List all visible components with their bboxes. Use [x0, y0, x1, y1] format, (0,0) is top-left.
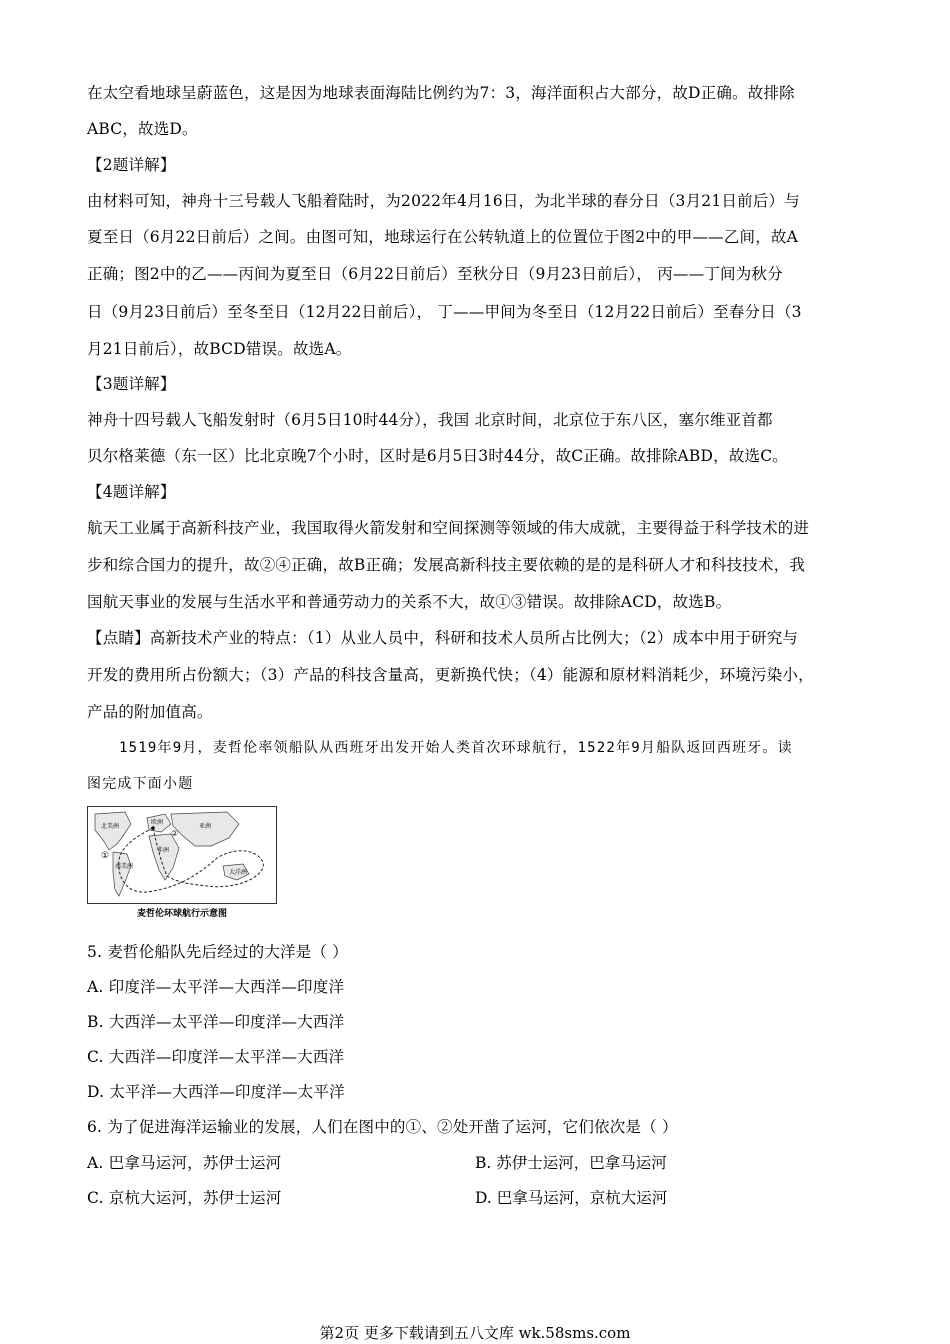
explanation-4-line-3: 国航天事业的发展与生活水平和普通劳动力的关系不大，故①③错误。故排除ACD，故选B。 — [87, 593, 732, 611]
label-south-america: 南美洲 — [115, 863, 134, 870]
explanation-2-line-5: 月21日前后），故BCD错误。故选A。 — [87, 340, 352, 358]
world-map-image — [87, 806, 277, 904]
marker-2: ② — [171, 829, 179, 838]
question-5-option-d: D. 太平洋—大西洋—印度洋—太平洋 — [87, 1083, 345, 1101]
question-6-option-c: C. 京杭大运河，苏伊士运河 — [87, 1189, 282, 1207]
explanation-2-line-3: 正确；图2中的乙——丙间为夏至日（6月22日前后）至秋分日（9月23日前后）， 丙——丁间为秋分 — [87, 265, 783, 283]
question-5-option-b: B. 大西洋—太平洋—印度洋—大西洋 — [87, 1013, 345, 1031]
heading-q3-detail: 【3题详解】 — [87, 375, 176, 393]
label-africa: 非洲 — [157, 847, 170, 854]
tip-line-1: 【点睛】高新技术产业的特点：（1）从业人员中，科研和技术人员所占比例大；（2）成本中用于研究与 — [87, 629, 799, 647]
question-5-option-c: C. 大西洋—印度洋—太平洋—大西洋 — [87, 1048, 345, 1066]
explanation-2-line-2: 夏至日（6月22日前后）之间。由图可知，地球运行在公转轨道上的位置位于图2中的甲——乙间，故A — [87, 228, 799, 246]
question-5-option-a: A. 印度洋—太平洋—大西洋—印度洋 — [87, 978, 345, 996]
label-asia: 亚洲 — [199, 823, 212, 830]
explanation-3-line-1: 神舟十四号载人飞船发射时（6月5日10时44分），我国 北京时间，北京位于东八区，塞尔维亚首都 — [87, 411, 773, 429]
explanation-4-line-2: 步和综合国力的提升，故②④正确，故B正确；发展高新科技主要依赖的是的是科研人才和科技技术，我 — [87, 556, 806, 574]
explanation-2-line-1: 由材料可知，神舟十三号载人飞船着陆时，为2022年4月16日，为北半球的春分日（3月21日前后）与 — [87, 192, 800, 210]
question-6-option-d: D. 巴拿马运河，京杭大运河 — [475, 1189, 668, 1207]
marker-1: ① — [101, 851, 110, 861]
explanation-2-line-4: 日（9月23日前后）至冬至日（12月22日前后）， 丁——甲间为冬至日（12月22日前后）至春分日（3 — [87, 303, 802, 321]
heading-q4-detail: 【4题详解】 — [87, 483, 176, 501]
intro-line-1: 1519年9月，麦哲伦率领船队从西班牙出发开始人类首次环球航行，1522年9月船队返回西班牙。读 — [119, 740, 793, 756]
figure-caption: 麦哲伦环球航行示意图 — [136, 909, 227, 919]
explanation-1-line-1: 在太空看地球呈蔚蓝色，这是因为地球表面海陆比例约为7：3，海洋面积占大部分，故D正确。故排除 — [87, 84, 795, 102]
label-north-america: 北美洲 — [101, 823, 120, 830]
explanation-3-line-2: 贝尔格莱德（东一区）比北京晚7个小时，区时是6月5日3时44分，故C正确。故排除ABD，故选C。 — [87, 447, 789, 465]
explanation-4-line-1: 航天工业属于高新科技产业，我国取得火箭发射和空间探测等领域的伟大成就，主要得益于科学技术的进 — [87, 519, 810, 537]
question-5-stem: 5. 麦哲伦船队先后经过的大洋是（ ） — [87, 943, 348, 961]
question-6-option-a: A. 巴拿马运河，苏伊士运河 — [87, 1154, 282, 1172]
question-6-stem: 6. 为了促进海洋运输业的发展，人们在图中的①、②处开凿了运河，它们依次是（ ） — [87, 1118, 678, 1136]
question-6-option-b: B. 苏伊士运河，巴拿马运河 — [475, 1154, 667, 1172]
page-footer: 第2页 更多下载请到五八文库 wk.58sms.com — [319, 1324, 631, 1342]
tip-line-2: 开发的费用所占份额大；（3）产品的科技含量高，更新换代快；（4）能源和原材料消耗少，环境污染小， — [87, 666, 814, 684]
intro-line-2: 图完成下面小题 — [87, 776, 194, 792]
tip-line-3: 产品的附加值高。 — [87, 703, 213, 721]
magellan-map-figure — [87, 806, 277, 924]
explanation-1-line-2: ABC，故选D。 — [87, 120, 198, 138]
heading-q2-detail: 【2题详解】 — [87, 156, 176, 174]
label-europe: 欧洲 — [151, 819, 164, 826]
label-oceania: 大洋洲 — [229, 869, 248, 876]
